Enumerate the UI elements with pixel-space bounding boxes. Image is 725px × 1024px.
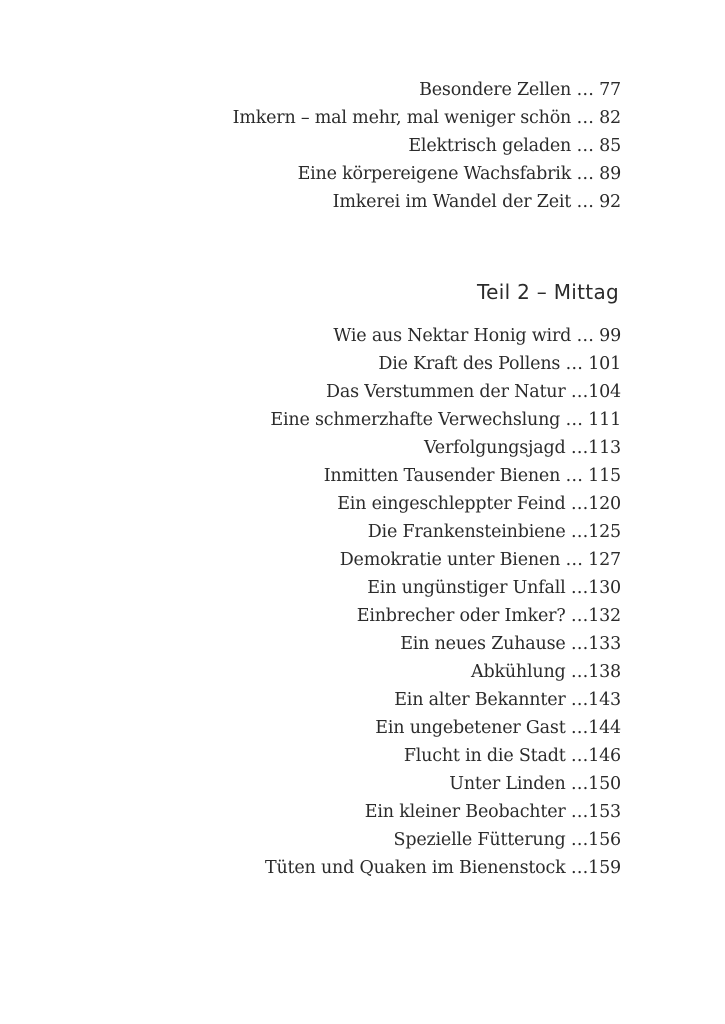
toc-entry: Eine schmerzhafte Verwechslung … 111 <box>270 410 621 430</box>
toc-entry: Eine körpereigene Wachsfabrik … 89 <box>297 164 621 184</box>
toc-entry: Ein alter Bekannter …143 <box>394 690 621 710</box>
toc-part1-list <box>233 76 621 216</box>
toc-part2-list <box>265 322 621 882</box>
toc-entry: Die Frankensteinbiene …125 <box>367 522 621 542</box>
toc-entry: Imkerei im Wandel der Zeit … 92 <box>332 192 621 212</box>
toc-entry: Inmitten Tausender Bienen … 115 <box>323 466 621 486</box>
toc-entry: Imkern – mal mehr, mal weniger schön … 82 <box>232 108 621 128</box>
toc-entry: Verfolgungsjagd …113 <box>423 438 621 458</box>
section-heading-part2: Teil 2 – Mittag <box>477 280 619 304</box>
toc-entry: Besondere Zellen … 77 <box>419 80 621 100</box>
toc-entry: Elektrisch geladen … 85 <box>408 136 621 156</box>
toc-entry: Tüten und Quaken im Bienenstock …159 <box>264 858 621 878</box>
toc-entry: Ein eingeschleppter Feind …120 <box>337 494 621 514</box>
toc-entry: Demokratie unter Bienen … 127 <box>339 550 621 570</box>
toc-entry: Spezielle Fütterung …156 <box>393 830 621 850</box>
toc-entry: Unter Linden …150 <box>449 774 621 794</box>
toc-entry: Das Verstummen der Natur …104 <box>326 382 621 402</box>
toc-entry: Ein kleiner Beobachter …153 <box>364 802 621 822</box>
toc-entry: Wie aus Nektar Honig wird … 99 <box>333 326 621 346</box>
toc-entry: Einbrecher oder Imker? …132 <box>356 606 621 626</box>
toc-entry: Ein ungebetener Gast …144 <box>375 718 621 738</box>
toc-entry: Die Kraft des Pollens … 101 <box>378 354 621 374</box>
toc-entry: Abkühlung …138 <box>471 662 621 682</box>
toc-entry: Flucht in die Stadt …146 <box>403 746 621 766</box>
toc-entry: Ein neues Zuhause …133 <box>400 634 621 654</box>
toc-entry: Ein ungünstiger Unfall …130 <box>367 578 621 598</box>
